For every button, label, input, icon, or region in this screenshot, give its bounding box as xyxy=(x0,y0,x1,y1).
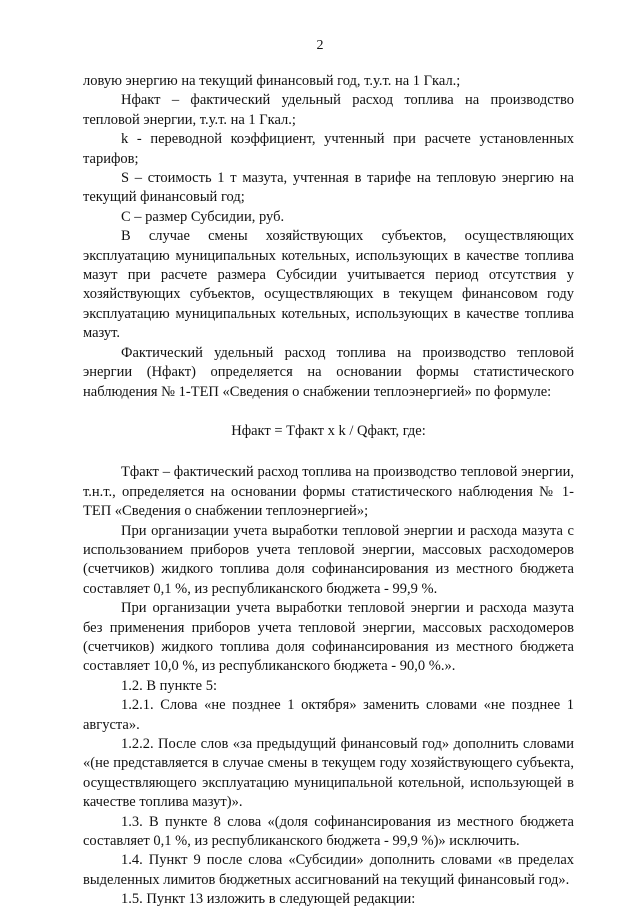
paragraph: Нфакт – фактический удельный расход топлива на производство тепловой энергии, т.у.т. на 1 Гкал.; xyxy=(83,92,574,128)
paragraph: Тфакт – фактический расход топлива на производство тепловой энергии, т.н.т., определяется на основании формы статистического наблюдения № 1-ТЕП «Сведения о снабжении теплоэнергией»; xyxy=(83,464,574,520)
paragraph: Фактический удельный расход топлива на производство тепловой энергии (Нфакт) определяется на основании формы статистического наблюдения № 1-ТЕП «Сведения о снабжении теплоэнергией» по формуле: xyxy=(83,344,574,400)
formula: Нфакт = Тфакт x k / Qфакт, где: xyxy=(231,422,426,439)
paragraph: С – размер Субсидии, руб. xyxy=(121,208,285,225)
paragraph: В случае смены хозяйствующих субъектов, осуществляющих эксплуатацию муниципальных котельных, использующих в качестве топлива мазут при расчете размера Субсидии учитывается период отсутствия у хозяйствующих субъектов, осуществляющих в текущем финансовом году эксплуатацию муниципальных котельных, использующих в качестве топлива мазут. xyxy=(83,228,574,342)
document-body xyxy=(83,72,574,910)
paragraph: 1.3. В пункте 8 слова «(доля софинансирования из местного бюджета составляет 0,1 %, из республиканского бюджета - 99,9 %)» исключить. xyxy=(83,813,574,850)
paragraph: 1.5. Пункт 13 изложить в следующей редакции: xyxy=(121,891,416,908)
page-number: 2 xyxy=(316,38,324,53)
paragraph: При организации учета выработки тепловой энергии и расхода мазута без применения приборов учета тепловой энергии, массовых расходомеров (счетчиков) жидкого топлива доля софинансирования из местного бюджета составляет 10,0 %, из республиканского бюджета - 90,0 %.». xyxy=(83,600,574,675)
paragraph: При организации учета выработки тепловой энергии и расхода мазута с использованием приборов учета тепловой энергии, массовых расходомеров (счетчиков) жидкого топлива доля софинансирования из местного бюджета составляет 0,1 %, из республиканского бюджета - 99,9 %. xyxy=(83,522,574,597)
paragraph: 1.4. Пункт 9 после слова «Субсидии» дополнить словами «в пределах выделенных лимитов бюджетных ассигнований на текущий финансовый год». xyxy=(83,852,574,888)
paragraph: ловую энергию на текущий финансовый год, т.у.т. на 1 Гкал.; xyxy=(83,73,461,89)
paragraph: 1.2.2. После слов «за предыдущий финансовый год» дополнить словами «(не представляется в случае смены в текущем году хозяйствующего субъекта, осуществляющего эксплуатацию муниципальной котельной, использующей в качестве топлива мазут)». xyxy=(83,736,574,811)
paragraph: 1.2. В пункте 5: xyxy=(121,677,217,694)
paragraph: 1.2.1. Слова «не позднее 1 октября» заменить словами «не позднее 1 августа». xyxy=(83,697,574,733)
paragraph: k - переводной коэффициент, учтенный при расчете установленных тарифов; xyxy=(83,131,574,167)
paragraph: S – стоимость 1 т мазута, учтенная в тарифе на тепловую энергию на текущий финансовый год; xyxy=(83,170,574,206)
